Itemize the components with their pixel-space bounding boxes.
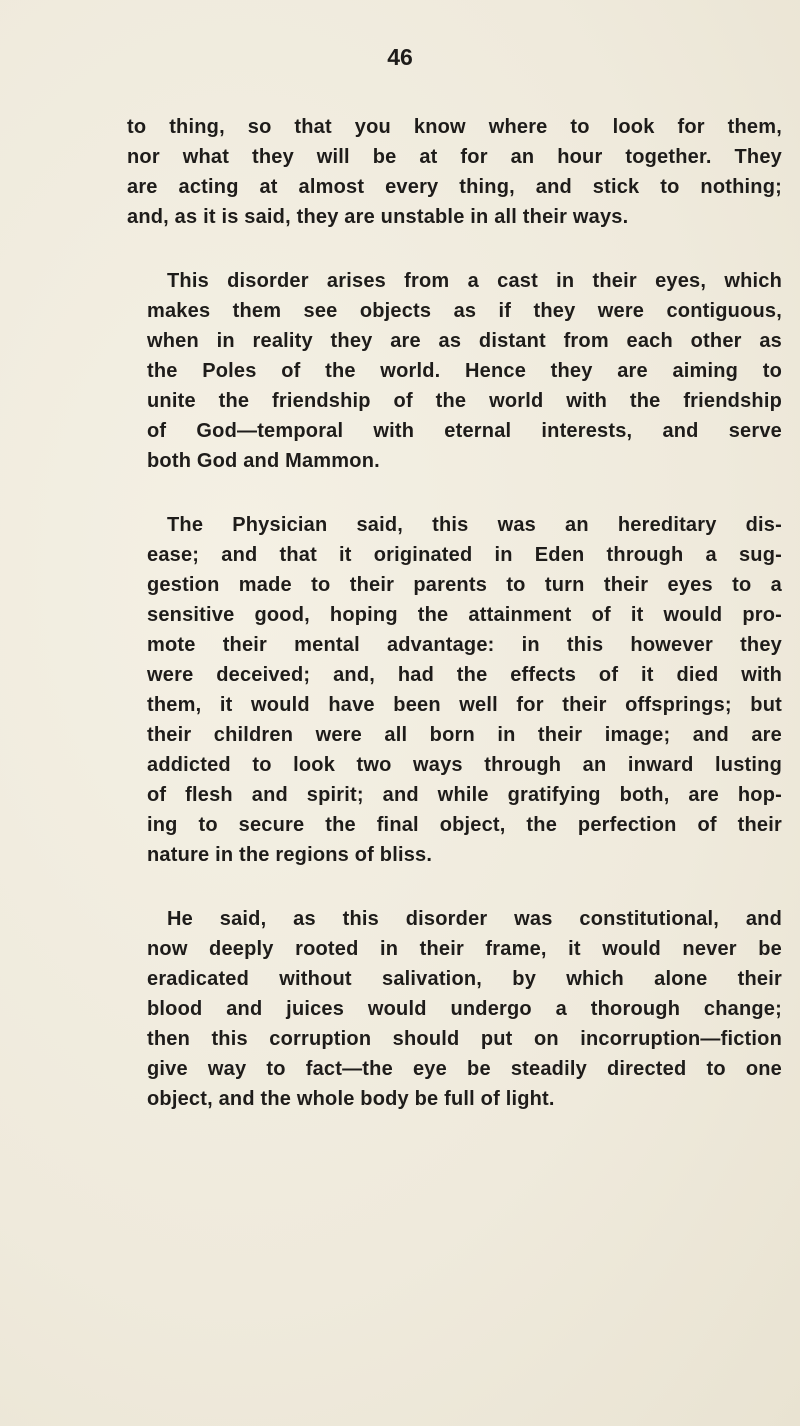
text-line: to thing, so that you know where to look for them, (127, 116, 782, 138)
paragraph-1 (127, 112, 782, 232)
text-line: This disorder arises from a cast in their eyes, which (167, 270, 782, 292)
text-line: ease; and that it originated in Eden through a sug- (147, 544, 782, 566)
text-line: The Physician said, this was an hereditary dis- (167, 514, 782, 536)
text-line: blood and juices would undergo a thorough change; (147, 998, 782, 1020)
text-line: He said, as this disorder was constitutional, and (167, 908, 782, 930)
text-line: addicted to look two ways through an inward lusting (147, 754, 782, 776)
text-line: their children were all born in their image; and are (147, 724, 782, 746)
text-line: makes them see objects as if they were contiguous, (147, 300, 782, 322)
paragraph-4 (127, 904, 782, 1114)
text-line: gestion made to their parents to turn their eyes to a (147, 574, 782, 596)
text-line: them, it would have been well for their offsprings; but (147, 694, 782, 716)
text-line: both God and Mammon. (147, 450, 380, 472)
text-line: ing to secure the final object, the perfection of their (147, 814, 782, 836)
text-line: sensitive good, hoping the attainment of it would pro- (147, 604, 782, 626)
text-line: were deceived; and, had the effects of it died with (147, 664, 782, 686)
text-line: nature in the regions of bliss. (147, 844, 433, 866)
text-line: when in reality they are as distant from each other as (147, 330, 782, 352)
text-line: of God—temporal with eternal interests, and serve (147, 420, 782, 442)
text-line: eradicated without salivation, by which alone their (147, 968, 782, 990)
text-line: unite the friendship of the world with the friendship (147, 390, 782, 412)
text-line: now deeply rooted in their frame, it would never be (147, 938, 782, 960)
text-line: nor what they will be at for an hour together. They (127, 146, 782, 168)
page-number: 46 (387, 44, 413, 70)
text-line: the Poles of the world. Hence they are aiming to (147, 360, 782, 382)
paragraph-2 (127, 266, 782, 476)
text-line: then this corruption should put on incorruption—fiction (147, 1028, 782, 1050)
body-text (127, 112, 782, 1148)
text-line: mote their mental advantage: in this however they (147, 634, 782, 656)
text-line: are acting at almost every thing, and stick to nothing; (127, 176, 782, 198)
text-line: object, and the whole body be full of light. (147, 1088, 555, 1110)
text-line: and, as it is said, they are unstable in all their ways. (127, 206, 629, 228)
text-line: of flesh and spirit; and while gratifying both, are hop- (147, 784, 782, 806)
paragraph-3 (127, 510, 782, 870)
text-line: give way to fact—the eye be steadily directed to one (147, 1058, 782, 1080)
